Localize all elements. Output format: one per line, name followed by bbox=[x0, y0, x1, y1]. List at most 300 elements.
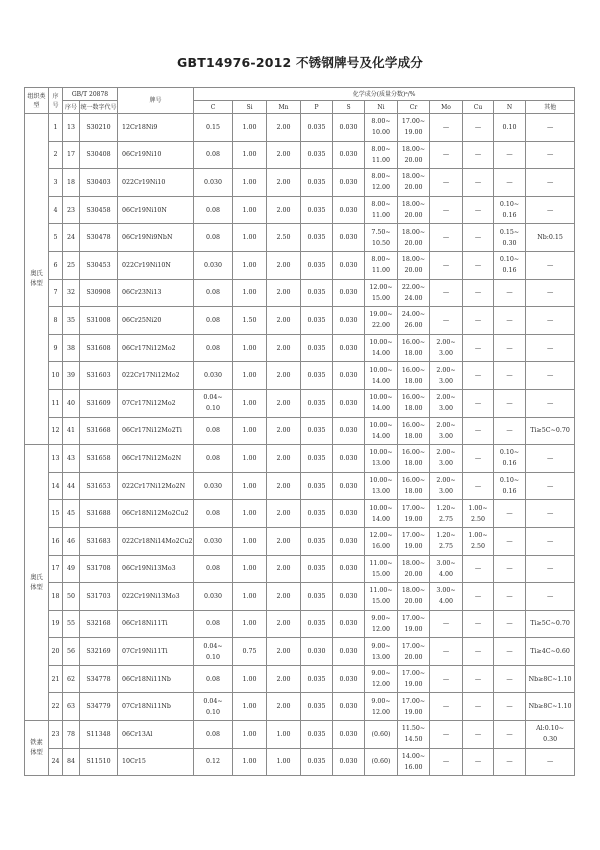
value-n bbox=[494, 610, 526, 638]
grade: 06Cr19Ni10 bbox=[118, 141, 194, 169]
value-ni bbox=[365, 169, 398, 197]
row-number: 23 bbox=[49, 721, 63, 749]
value-line: — bbox=[546, 399, 554, 407]
value-cu bbox=[463, 389, 494, 417]
value-mo bbox=[430, 693, 463, 721]
value-mn: 2.00 bbox=[267, 389, 301, 417]
grade: 022Cr19Ni10N bbox=[118, 251, 194, 279]
value-line: 18.00 bbox=[404, 460, 423, 468]
value-s: 0.030 bbox=[333, 665, 365, 693]
grade: 07Cr17Ni12Mo2 bbox=[118, 389, 194, 417]
value-line: 19.00 bbox=[404, 708, 423, 716]
uns-code: S31603 bbox=[80, 362, 118, 390]
value-c bbox=[194, 362, 233, 390]
uns-code: S31703 bbox=[80, 583, 118, 611]
row-number: 17 bbox=[49, 555, 63, 583]
value-line: — bbox=[474, 482, 482, 490]
value-ni bbox=[365, 665, 398, 693]
value-cu bbox=[463, 638, 494, 666]
value-line: — bbox=[474, 648, 482, 656]
value-other bbox=[526, 279, 575, 307]
value-line: 0.04~ bbox=[203, 642, 223, 650]
value-line: 9.00~ bbox=[371, 614, 391, 622]
row-number: 11 bbox=[49, 389, 63, 417]
value-other bbox=[526, 665, 575, 693]
value-line: 14.00 bbox=[372, 350, 391, 358]
value-line: 0.08 bbox=[206, 565, 221, 573]
value-line: 11.00~ bbox=[369, 559, 393, 567]
value-cu bbox=[463, 610, 494, 638]
value-mo bbox=[430, 500, 463, 528]
header-grade: 牌号 bbox=[118, 88, 194, 114]
group-label-text: 奥氏体型 bbox=[30, 270, 43, 288]
value-s: 0.030 bbox=[333, 251, 365, 279]
value-line: 20.00 bbox=[404, 653, 423, 661]
value-other bbox=[526, 114, 575, 142]
uns-code: S30458 bbox=[80, 196, 118, 224]
uns-code: S34779 bbox=[80, 693, 118, 721]
value-line: — bbox=[442, 620, 450, 628]
value-mn: 2.00 bbox=[267, 251, 301, 279]
value-n bbox=[494, 251, 526, 279]
value-ni bbox=[365, 417, 398, 445]
value-cr bbox=[398, 362, 430, 390]
value-ni bbox=[365, 610, 398, 638]
value-line: 11.00 bbox=[372, 156, 391, 164]
value-line: — bbox=[474, 592, 482, 600]
value-p: 0.035 bbox=[301, 583, 333, 611]
uns-code: S31008 bbox=[80, 307, 118, 335]
gbt-seq: 41 bbox=[63, 417, 80, 445]
value-ni bbox=[365, 251, 398, 279]
value-line: 18.00 bbox=[404, 432, 423, 440]
table-row bbox=[25, 307, 575, 335]
value-cu bbox=[463, 445, 494, 473]
value-mo bbox=[430, 389, 463, 417]
value-line: 0.04~ bbox=[203, 697, 223, 705]
row-number: 2 bbox=[49, 141, 63, 169]
grade: 06Cr17Ni12Mo2N bbox=[118, 445, 194, 473]
value-p: 0.035 bbox=[301, 224, 333, 252]
table-row bbox=[25, 472, 575, 500]
value-line: — bbox=[546, 758, 554, 766]
value-line: 2.75 bbox=[439, 543, 454, 551]
value-other bbox=[526, 527, 575, 555]
value-line: — bbox=[474, 234, 482, 242]
value-line: — bbox=[442, 123, 450, 131]
grade: 06Cr23Ni13 bbox=[118, 279, 194, 307]
table-row bbox=[25, 251, 575, 279]
value-other bbox=[526, 748, 575, 776]
value-c bbox=[194, 141, 233, 169]
value-cr bbox=[398, 693, 430, 721]
value-mn: 2.00 bbox=[267, 334, 301, 362]
value-line: — bbox=[442, 178, 450, 186]
uns-code: S31608 bbox=[80, 334, 118, 362]
value-mo bbox=[430, 114, 463, 142]
uns-code: S31668 bbox=[80, 417, 118, 445]
table-row bbox=[25, 224, 575, 252]
value-line: (0.60) bbox=[371, 730, 391, 738]
value-line: 11.00~ bbox=[369, 587, 393, 595]
value-other bbox=[526, 693, 575, 721]
value-mn: 2.00 bbox=[267, 445, 301, 473]
value-line: 0.30 bbox=[502, 239, 517, 247]
gbt-seq: 50 bbox=[63, 583, 80, 611]
uns-code: S32168 bbox=[80, 610, 118, 638]
value-line: 14.00 bbox=[372, 377, 391, 385]
value-c bbox=[194, 583, 233, 611]
value-line: 16.00 bbox=[372, 543, 391, 551]
value-ni bbox=[365, 141, 398, 169]
value-p: 0.035 bbox=[301, 362, 333, 390]
value-line: 16.00~ bbox=[401, 394, 426, 402]
value-p: 0.035 bbox=[301, 748, 333, 776]
value-line: — bbox=[506, 703, 513, 711]
value-line: 8.00~ bbox=[371, 118, 391, 126]
value-s: 0.030 bbox=[333, 334, 365, 362]
value-s: 0.030 bbox=[333, 114, 365, 142]
value-line: 0.16 bbox=[502, 488, 517, 496]
row-number: 6 bbox=[49, 251, 63, 279]
gbt-seq: 24 bbox=[63, 224, 80, 252]
value-line: — bbox=[506, 758, 513, 766]
value-ni bbox=[365, 500, 398, 528]
value-cu bbox=[463, 169, 494, 197]
value-line: 0.030 bbox=[204, 592, 223, 600]
gbt-seq: 62 bbox=[63, 665, 80, 693]
value-ni bbox=[365, 445, 398, 473]
value-ni bbox=[365, 334, 398, 362]
row-number: 3 bbox=[49, 169, 63, 197]
value-ni bbox=[365, 362, 398, 390]
uns-code: S31683 bbox=[80, 527, 118, 555]
value-line: — bbox=[474, 565, 482, 573]
value-si: 1.00 bbox=[233, 196, 267, 224]
value-n bbox=[494, 362, 526, 390]
value-line: 0.08 bbox=[206, 427, 221, 435]
header-el-si: Si bbox=[233, 101, 267, 114]
gbt-seq: 43 bbox=[63, 445, 80, 473]
value-line: 16.00~ bbox=[401, 366, 426, 374]
value-line: (0.60) bbox=[371, 758, 391, 766]
value-line: 20.00 bbox=[404, 212, 423, 220]
value-n bbox=[494, 141, 526, 169]
grade: 07Cr19Ni11Ti bbox=[118, 638, 194, 666]
value-si: 1.00 bbox=[233, 583, 267, 611]
value-n bbox=[494, 307, 526, 335]
value-line: — bbox=[546, 592, 554, 600]
value-line: — bbox=[546, 454, 554, 462]
value-cu bbox=[463, 417, 494, 445]
value-si: 1.00 bbox=[233, 693, 267, 721]
table-row bbox=[25, 500, 575, 528]
group-label-text: 奥氏体型 bbox=[30, 573, 43, 591]
value-line: 0.16 bbox=[502, 212, 517, 220]
value-line: — bbox=[442, 151, 450, 159]
value-line: — bbox=[506, 178, 513, 186]
value-cu bbox=[463, 721, 494, 749]
value-c bbox=[194, 527, 233, 555]
row-number: 7 bbox=[49, 279, 63, 307]
value-c bbox=[194, 555, 233, 583]
value-s: 0.030 bbox=[333, 500, 365, 528]
uns-code: S31688 bbox=[80, 500, 118, 528]
value-line: 17.00~ bbox=[401, 614, 426, 622]
value-line: — bbox=[546, 565, 554, 573]
value-ni bbox=[365, 555, 398, 583]
value-line: 8.00~ bbox=[371, 173, 391, 181]
value-mo bbox=[430, 638, 463, 666]
row-number: 9 bbox=[49, 334, 63, 362]
value-line: Ti≥5C~0.70 bbox=[530, 427, 570, 435]
table-row bbox=[25, 417, 575, 445]
value-cr bbox=[398, 583, 430, 611]
value-cu bbox=[463, 472, 494, 500]
row-number: 18 bbox=[49, 583, 63, 611]
value-p: 0.035 bbox=[301, 114, 333, 142]
value-si: 1.00 bbox=[233, 224, 267, 252]
value-line: — bbox=[506, 675, 513, 683]
value-c bbox=[194, 500, 233, 528]
uns-code: S31609 bbox=[80, 389, 118, 417]
value-cu bbox=[463, 748, 494, 776]
value-mn: 2.00 bbox=[267, 527, 301, 555]
value-mo bbox=[430, 307, 463, 335]
value-cr bbox=[398, 279, 430, 307]
value-line: 22.00~ bbox=[401, 283, 426, 291]
value-line: — bbox=[506, 316, 513, 324]
gbt-seq: 56 bbox=[63, 638, 80, 666]
value-line: 0.04~ bbox=[203, 394, 223, 402]
value-cr bbox=[398, 445, 430, 473]
value-si: 1.00 bbox=[233, 555, 267, 583]
value-line: 12.00~ bbox=[369, 532, 393, 540]
value-line: 18.00~ bbox=[401, 256, 426, 264]
value-line: 0.10~ bbox=[499, 477, 520, 485]
value-si: 1.00 bbox=[233, 251, 267, 279]
uns-code: S11348 bbox=[80, 721, 118, 749]
grade: 06Cr17Ni12Mo2 bbox=[118, 334, 194, 362]
header-uns: 统一数字代号 bbox=[80, 101, 118, 114]
value-n bbox=[494, 279, 526, 307]
table-row bbox=[25, 169, 575, 197]
header-el-cr: Cr bbox=[398, 101, 430, 114]
value-c bbox=[194, 417, 233, 445]
gbt-seq: 40 bbox=[63, 389, 80, 417]
value-line: — bbox=[474, 730, 482, 738]
value-p: 0.035 bbox=[301, 472, 333, 500]
value-line: 8.00~ bbox=[371, 256, 391, 264]
value-mn: 2.00 bbox=[267, 169, 301, 197]
value-c bbox=[194, 224, 233, 252]
value-other bbox=[526, 169, 575, 197]
value-line: Nb≥8C~1.10 bbox=[528, 675, 572, 683]
table-row bbox=[25, 114, 575, 142]
value-line: 0.15~ bbox=[499, 228, 520, 236]
value-line: — bbox=[474, 178, 482, 186]
uns-code: S31653 bbox=[80, 472, 118, 500]
value-line: 2.00~ bbox=[436, 394, 456, 402]
value-cr bbox=[398, 251, 430, 279]
value-line: — bbox=[546, 178, 554, 186]
value-si: 1.00 bbox=[233, 362, 267, 390]
uns-code: S34778 bbox=[80, 665, 118, 693]
table-row bbox=[25, 279, 575, 307]
row-number: 10 bbox=[49, 362, 63, 390]
value-line: 9.00~ bbox=[371, 697, 391, 705]
value-s: 0.030 bbox=[333, 389, 365, 417]
value-s: 0.030 bbox=[333, 693, 365, 721]
value-s: 0.030 bbox=[333, 748, 365, 776]
value-other bbox=[526, 362, 575, 390]
table-row bbox=[25, 693, 575, 721]
value-cu bbox=[463, 527, 494, 555]
value-s: 0.030 bbox=[333, 610, 365, 638]
value-mn: 2.00 bbox=[267, 638, 301, 666]
value-line: 0.030 bbox=[204, 537, 223, 545]
value-s: 0.030 bbox=[333, 527, 365, 555]
value-line: — bbox=[474, 399, 482, 407]
table-row bbox=[25, 555, 575, 583]
value-ni bbox=[365, 638, 398, 666]
value-line: 1.00~ bbox=[468, 504, 488, 512]
grade: 022Cr19Ni13Mo3 bbox=[118, 583, 194, 611]
uns-code: S11510 bbox=[80, 748, 118, 776]
value-line: — bbox=[474, 703, 482, 711]
value-line: 3.00 bbox=[439, 405, 454, 413]
value-line: 0.08 bbox=[206, 454, 221, 462]
value-line: 24.00~ bbox=[401, 311, 426, 319]
uns-code: S30403 bbox=[80, 169, 118, 197]
value-c bbox=[194, 279, 233, 307]
value-ni bbox=[365, 389, 398, 417]
grade: 06Cr17Ni12Mo2Ti bbox=[118, 417, 194, 445]
value-si: 1.00 bbox=[233, 472, 267, 500]
value-line: — bbox=[442, 648, 450, 656]
value-si: 1.00 bbox=[233, 721, 267, 749]
value-line: — bbox=[546, 482, 554, 490]
value-line: — bbox=[474, 427, 482, 435]
value-other bbox=[526, 389, 575, 417]
value-line: — bbox=[442, 289, 450, 297]
value-line: 12.00 bbox=[372, 625, 391, 633]
value-mn: 2.00 bbox=[267, 279, 301, 307]
header-gbt: GB/T 20878 bbox=[63, 88, 118, 101]
value-line: — bbox=[474, 454, 482, 462]
header-el-s: S bbox=[333, 101, 365, 114]
value-si: 1.00 bbox=[233, 279, 267, 307]
row-number: 12 bbox=[49, 417, 63, 445]
value-line: 0.10 bbox=[206, 405, 221, 413]
value-cr bbox=[398, 114, 430, 142]
value-line: 7.50~ bbox=[371, 228, 391, 236]
value-n bbox=[494, 693, 526, 721]
value-line: 16.00~ bbox=[401, 339, 426, 347]
header-el-n: N bbox=[494, 101, 526, 114]
value-c bbox=[194, 472, 233, 500]
value-line: 12.00~ bbox=[369, 283, 393, 291]
uns-code: S32169 bbox=[80, 638, 118, 666]
value-line: 18.00 bbox=[404, 488, 423, 496]
value-line: 0.08 bbox=[206, 206, 221, 214]
value-line: 18.00~ bbox=[401, 145, 426, 153]
header-el-ni: Ni bbox=[365, 101, 398, 114]
value-line: — bbox=[474, 758, 482, 766]
header-group: 组织类型 bbox=[25, 88, 49, 114]
row-number: 13 bbox=[49, 445, 63, 473]
value-p: 0.035 bbox=[301, 693, 333, 721]
value-line: 20.00 bbox=[404, 184, 423, 192]
value-line: 17.00~ bbox=[401, 118, 426, 126]
gbt-seq: 18 bbox=[63, 169, 80, 197]
header-el-mo: Mo bbox=[430, 101, 463, 114]
value-cr bbox=[398, 555, 430, 583]
value-s: 0.030 bbox=[333, 445, 365, 473]
value-n bbox=[494, 389, 526, 417]
row-number: 5 bbox=[49, 224, 63, 252]
value-line: — bbox=[442, 316, 450, 324]
gbt-seq: 55 bbox=[63, 610, 80, 638]
value-line: 0.10 bbox=[502, 123, 517, 131]
value-p: 0.035 bbox=[301, 279, 333, 307]
value-p: 0.035 bbox=[301, 445, 333, 473]
value-si: 1.00 bbox=[233, 389, 267, 417]
group-label bbox=[25, 721, 49, 776]
value-line: 20.00 bbox=[404, 239, 423, 247]
value-s: 0.030 bbox=[333, 417, 365, 445]
gbt-seq: 25 bbox=[63, 251, 80, 279]
value-mo bbox=[430, 169, 463, 197]
value-n bbox=[494, 583, 526, 611]
value-s: 0.030 bbox=[333, 279, 365, 307]
value-mo bbox=[430, 721, 463, 749]
grade: 06Cr18Ni11Ti bbox=[118, 610, 194, 638]
row-number: 8 bbox=[49, 307, 63, 335]
value-line: — bbox=[546, 537, 554, 545]
value-line: — bbox=[442, 758, 450, 766]
value-si: 1.00 bbox=[233, 417, 267, 445]
value-line: 17.00~ bbox=[401, 642, 426, 650]
value-line: 4.00 bbox=[439, 570, 454, 578]
value-line: 2.00~ bbox=[436, 366, 456, 374]
value-line: — bbox=[546, 344, 554, 352]
grade: 07Cr18Ni11Nb bbox=[118, 693, 194, 721]
value-other bbox=[526, 307, 575, 335]
value-n bbox=[494, 417, 526, 445]
grade: 06Cr13Al bbox=[118, 721, 194, 749]
value-mo bbox=[430, 665, 463, 693]
value-line: 2.50 bbox=[471, 543, 486, 551]
value-n bbox=[494, 445, 526, 473]
value-line: 0.08 bbox=[206, 289, 221, 297]
value-s: 0.030 bbox=[333, 472, 365, 500]
value-ni bbox=[365, 307, 398, 335]
value-line: 0.08 bbox=[206, 234, 221, 242]
header-seq: 序号 bbox=[49, 88, 63, 114]
value-line: — bbox=[442, 261, 450, 269]
value-line: 16.00~ bbox=[401, 421, 426, 429]
value-mo bbox=[430, 610, 463, 638]
value-line: — bbox=[546, 206, 554, 214]
value-c bbox=[194, 114, 233, 142]
value-cu bbox=[463, 583, 494, 611]
value-line: 0.030 bbox=[204, 178, 223, 186]
value-line: — bbox=[474, 344, 482, 352]
value-line: 19.00 bbox=[404, 129, 423, 137]
row-number: 4 bbox=[49, 196, 63, 224]
grade: 06Cr18Ni12Mo2Cu2 bbox=[118, 500, 194, 528]
